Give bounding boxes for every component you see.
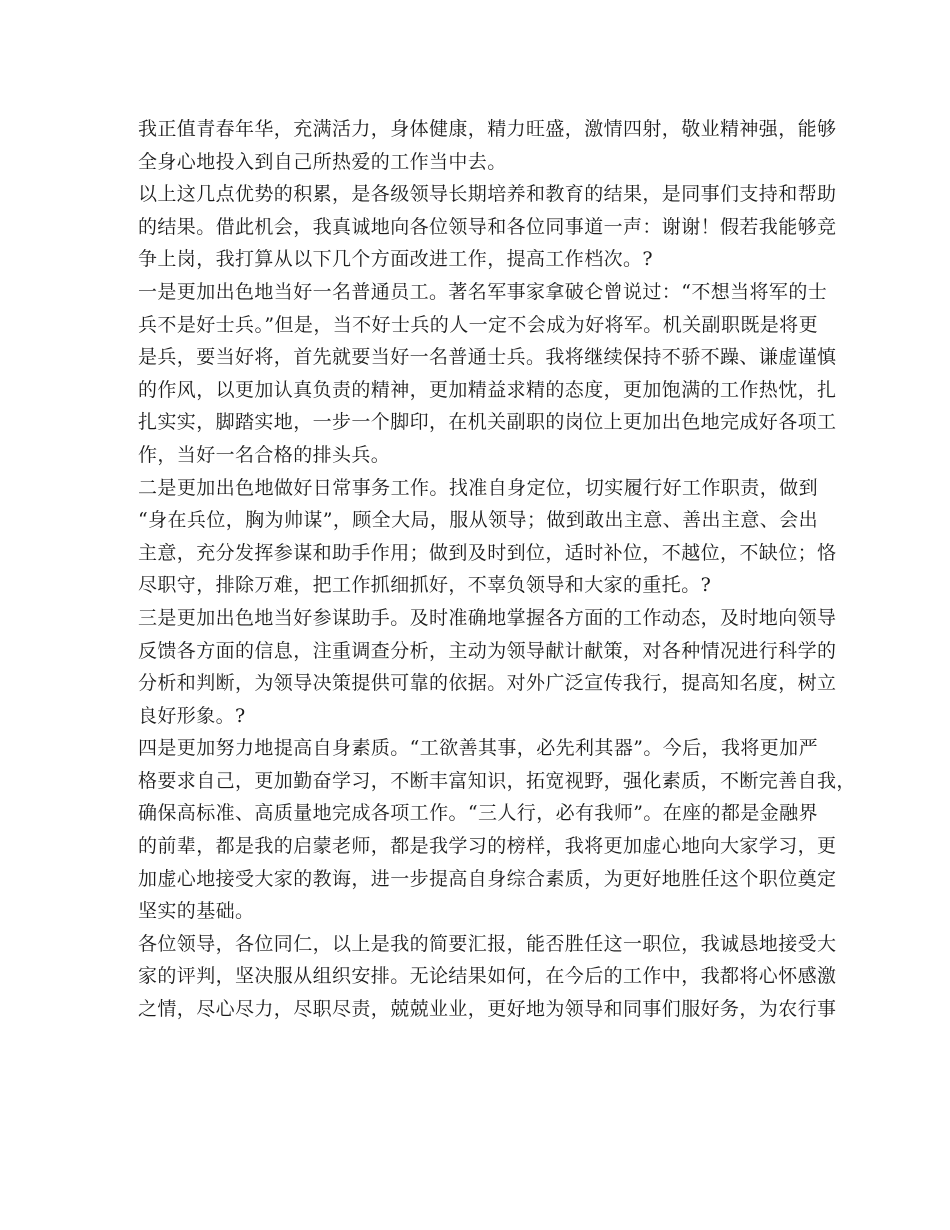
text-line: 格要求自己，更加勤奋学习，不断丰富知识，拓宽视野，强化素质，不断完善自我，	[138, 769, 856, 792]
text-line: 我正值青春年华，充满活力，身体健康，精力旺盛，激情四射，敬业精神强，能够	[138, 118, 837, 140]
paragraph-5	[138, 602, 837, 732]
text-line: 家的评判，坚决服从组织安排。无论结果如何，在今后的工作中，我都将心怀感激	[138, 965, 837, 988]
text-line: 的结果。借此机会，我真诚地向各位领导和各位同事道一声：谢谢！假若我能够竞	[138, 215, 837, 238]
text-line: 分析和判断，为领导决策提供可靠的依据。对外广泛宣传我行，提高知名度，树立	[138, 672, 837, 695]
document-body	[138, 113, 856, 1026]
text-line: 四是更加努力地提高自身素质。“工欲善其事，必先利其器”。今后，我将更加严	[138, 737, 818, 760]
text-line: 扎实实，脚踏实地，一步一个脚印，在机关副职的岗位上更加出色地完成好各项工	[138, 411, 837, 434]
text-line: 确保高标准、高质量地完成各项工作。“三人行，必有我师”。在座的都是金融界	[138, 802, 818, 825]
text-line: 兵不是好士兵。”但是，当不好士兵的人一定不会成为好将军。机关副职既是将更	[138, 313, 818, 336]
text-line: 是兵，要当好将，首先就要当好一名普通士兵。我将继续保持不骄不躁、谦虚谨慎	[138, 346, 837, 369]
text-line: 争上岗，我打算从以下几个方面改进工作，提高工作档次。?	[138, 248, 653, 271]
paragraph-1	[138, 113, 837, 178]
text-line: 主意，充分发挥参谋和助手作用；做到及时到位，适时补位，不越位，不缺位；恪	[138, 541, 837, 564]
paragraph-6	[138, 732, 856, 928]
text-line: 作，当好一名合格的排头兵。	[138, 443, 391, 466]
text-line: 之情，尽心尽力，尽职尽责，兢兢业业，更好地为领导和同事们服好务，为农行事	[138, 998, 837, 1021]
text-line: 良好形象。?	[138, 704, 246, 727]
paragraph-2	[138, 178, 837, 276]
text-line: 三是更加出色地当好参谋助手。及时准确地掌握各方面的工作动态，及时地向领导	[138, 606, 837, 629]
paragraph-3	[138, 276, 837, 472]
text-line: 的前辈，都是我的启蒙老师，都是我学习的榜样，我将更加虚心地向大家学习，更	[138, 835, 837, 858]
paragraph-4	[138, 472, 837, 602]
text-line: 坚实的基础。	[138, 900, 255, 923]
text-line: 全身心地投入到自己所热爱的工作当中去。	[138, 150, 507, 173]
text-line: 加虚心地接受大家的教诲，进一步提高自身综合素质，为更好地胜任这个职位奠定	[138, 867, 837, 890]
text-line: 的作风，以更加认真负责的精神，更加精益求精的态度，更加饱满的工作热忱，扎	[138, 378, 837, 401]
text-line: “身在兵位，胸为帅谋”，顾全大局，服从领导；做到敢出主意、善出主意、会出	[138, 509, 818, 532]
text-line: 以上这几点优势的积累，是各级领导长期培养和教育的结果，是同事们支持和帮助	[138, 183, 837, 206]
text-line: 尽职守，排除万难，把工作抓细抓好，不辜负领导和大家的重托。?	[138, 574, 712, 597]
text-line: 反馈各方面的信息，注重调查分析，主动为领导献计献策，对各种情况进行科学的	[138, 639, 837, 662]
text-line: 各位领导，各位同仁，以上是我的简要汇报，能否胜任这一职位，我诚恳地接受大	[138, 932, 837, 955]
paragraph-7	[138, 928, 837, 1026]
text-line: 二是更加出色地做好日常事务工作。找准自身定位，切实履行好工作职责，做到	[138, 476, 818, 499]
text-line: 一是更加出色地当好一名普通员工。著名军事家拿破仑曾说过：“不想当将军的士	[138, 280, 828, 303]
